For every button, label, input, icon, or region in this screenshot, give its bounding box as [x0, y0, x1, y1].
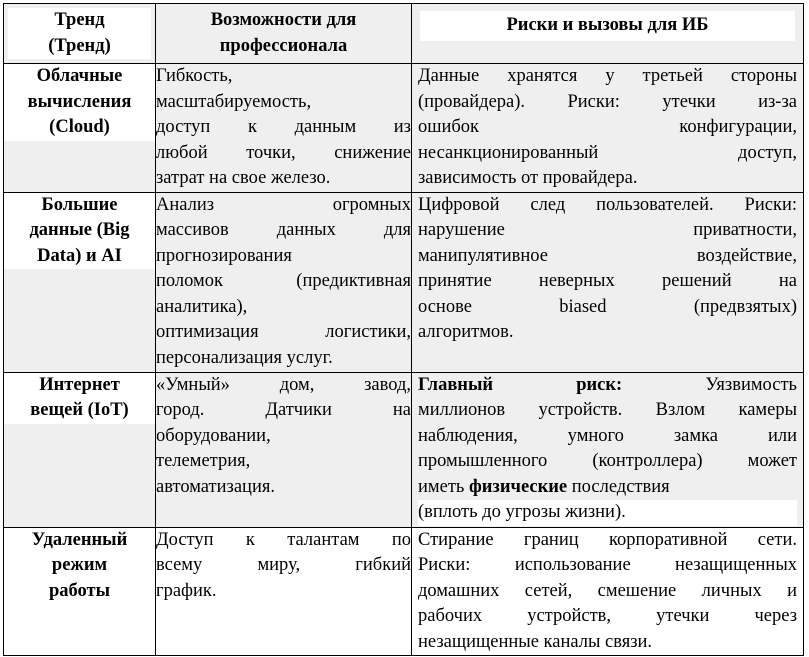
trend-line: вычисления — [4, 90, 155, 116]
trend-line: Data) и AI — [4, 244, 155, 270]
text-line: автоматизация. — [156, 476, 275, 497]
text-fragment: Уязвимость — [622, 374, 797, 395]
opportunities-cell — [156, 192, 412, 372]
trend-cell — [4, 372, 156, 527]
header-opportunities-line: профессионала — [219, 35, 348, 56]
table-row — [4, 64, 804, 193]
trends-table — [3, 3, 804, 656]
table-row — [4, 372, 804, 527]
text-line: затрат на свое железо. — [156, 168, 331, 188]
text-line: «Умный» дом, завод, — [156, 374, 411, 395]
text-line: доступ к данным из — [156, 117, 411, 137]
text-line: город. Датчики на — [156, 400, 411, 420]
text-line: Стирание границ корпоративной сети. — [418, 529, 797, 550]
emphasis-text: физические — [468, 476, 568, 497]
trend-line: режим — [4, 553, 155, 579]
text-line: нарушение приватности, — [418, 220, 797, 240]
header-row — [4, 4, 804, 64]
header-trend-line: (Тренд) — [8, 34, 151, 60]
text-line: Анализ огромных — [156, 194, 411, 215]
text-line: Риски: использование незащищенных — [418, 555, 797, 575]
risks-cell — [412, 192, 804, 372]
text-fragment: иметь — [418, 476, 469, 497]
header-trend-line: Тренд — [8, 8, 151, 34]
text-line: (провайдера). Риски: утечки из-за — [418, 91, 797, 112]
trend-line: Интернет — [4, 373, 155, 399]
risks-cell — [412, 527, 804, 656]
text-line — [418, 475, 797, 501]
text-line: Цифровой след пользователей. Риски: — [418, 194, 797, 215]
header-trend — [4, 4, 156, 64]
opportunities-cell — [156, 527, 412, 656]
text-fragment: последствия — [567, 476, 670, 497]
text-line: промышленного (контроллера) может — [418, 451, 797, 471]
text-line: миллионов устройств. Взлом камеры — [418, 400, 797, 420]
text-line: прогнозирования — [156, 245, 292, 266]
header-opportunities-line: Возможности для — [210, 10, 357, 30]
text-line: рабочих устройств, утечки через — [418, 606, 797, 626]
text-line: (вплоть до угрозы жизни). — [418, 500, 797, 526]
trend-cell — [4, 527, 156, 656]
text-line: поломок (предиктивная — [156, 271, 411, 291]
trend-line: (Cloud) — [4, 115, 155, 141]
text-line: основе biased (предвзятых) — [418, 296, 797, 317]
text-line: оптимизация логистики, — [156, 322, 411, 342]
text-line: ошибок конфигурации, — [418, 117, 797, 137]
table-row — [4, 192, 804, 372]
header-opportunities — [156, 4, 412, 64]
trend-line: вещей (IoT) — [4, 398, 155, 424]
text-line: любой точки, снижение — [156, 142, 411, 163]
text-line: принятие неверных решений на — [418, 271, 797, 291]
trend-cell — [4, 64, 156, 193]
text-line: домашних сетей, смешение личных и — [418, 580, 797, 601]
text-line — [418, 373, 797, 399]
trend-cell — [4, 192, 156, 372]
opportunities-cell — [156, 372, 412, 527]
text-line: Гибкость, — [156, 66, 233, 86]
text-line: наблюдения, умного замка или — [418, 425, 797, 446]
text-line: массивов данных для — [156, 220, 411, 240]
text-line: аналитика), — [156, 296, 248, 317]
header-risks-label: Риски и вызовы для ИБ — [420, 11, 795, 41]
risks-cell — [412, 372, 804, 527]
text-line: график. — [156, 580, 217, 601]
opportunities-cell — [156, 64, 412, 193]
text-line: зависимость от провайдера. — [418, 168, 638, 188]
text-line: Доступ к талантам по — [156, 529, 411, 550]
header-risks — [412, 4, 804, 64]
text-line: алгоритмов. — [418, 322, 514, 342]
table-row — [4, 527, 804, 656]
main-risk-label: Главный риск: — [418, 374, 623, 395]
text-line: несанкционированный доступ, — [418, 142, 797, 163]
trend-line: Удаленный — [4, 528, 155, 554]
risks-cell — [412, 64, 804, 193]
text-line: незащищенные каналы связи. — [418, 631, 653, 652]
text-line: телеметрия, — [156, 451, 251, 471]
text-line: масштабируемость, — [156, 91, 312, 112]
text-line: манипулятивное воздействие, — [418, 245, 797, 266]
text-line: всему миру, гибкий — [156, 555, 411, 575]
text-line: Данные хранятся у третьей стороны — [418, 66, 797, 86]
trend-line: данные (Big — [4, 218, 155, 244]
text-line: персонализация услуг. — [156, 347, 333, 368]
trend-line: работы — [4, 579, 155, 605]
trend-line: Большие — [4, 193, 155, 219]
trend-line: Облачные — [4, 64, 155, 90]
text-line: оборудовании, — [156, 425, 271, 446]
